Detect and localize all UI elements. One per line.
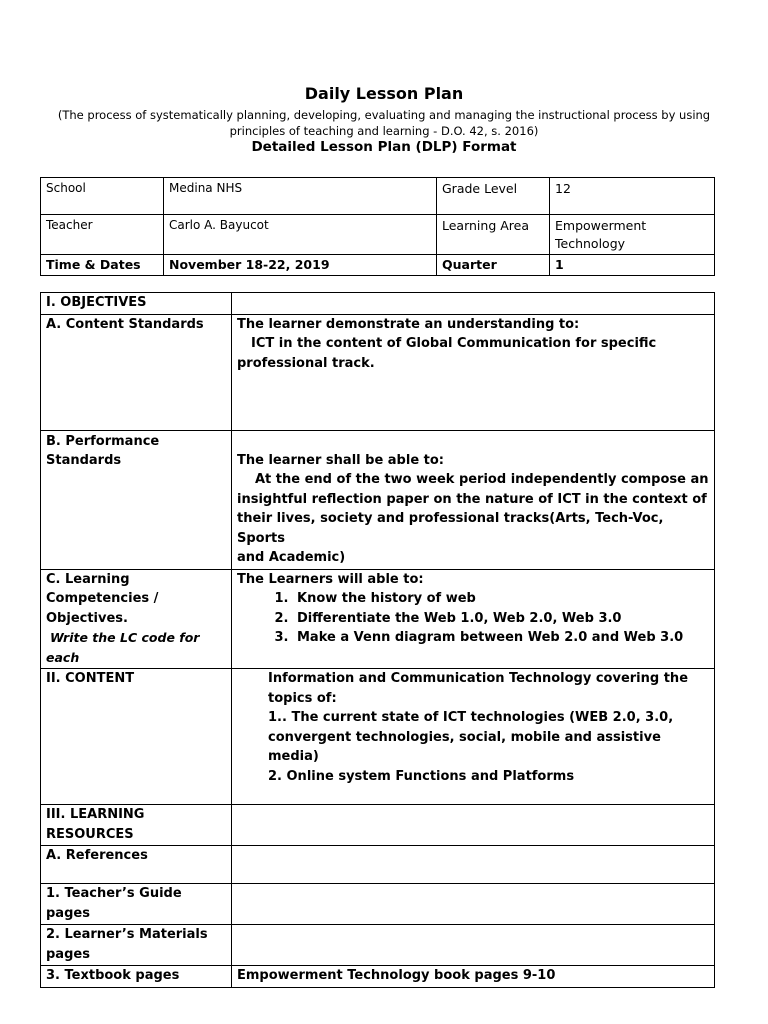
performance-standards-text	[232, 430, 715, 569]
area-value	[550, 215, 715, 255]
document-title: Daily Lesson Plan	[304, 84, 464, 103]
row-textbook	[41, 966, 715, 988]
performance-label-line-2: Standards	[46, 453, 122, 468]
competencies-label	[41, 569, 232, 669]
performance-line-3: insightful reflection paper on the nature of ICT in the context of	[237, 491, 707, 507]
teacher-value: Carlo A. Bayucot	[164, 215, 437, 255]
teachers-guide-cell	[232, 884, 715, 925]
row-learners-materials	[41, 925, 715, 966]
learners-materials-line-1: 2. Learner’s Materials	[46, 927, 208, 942]
area-value-line-1: Empowerment	[555, 218, 647, 233]
performance-line-2: At the end of the two week period independently compose an	[255, 472, 709, 487]
competencies-list	[237, 589, 709, 648]
content-line-3: 1.. The current state of ICT technologies (WEB 2.0, 3.0,	[268, 710, 674, 725]
competency-item: 3. Make a Venn diagram between Web 2.0 and Web 3.0	[293, 628, 709, 648]
grade-value: 12	[550, 178, 715, 215]
references-label: A. References	[41, 846, 232, 884]
subtitle-line-2: principles of teaching and learning - D.O. 42, s. 2016)	[229, 124, 539, 138]
objectives-heading: I. OBJECTIVES	[41, 293, 232, 315]
content-line-2: topics of:	[268, 690, 337, 706]
competencies-text	[232, 569, 715, 669]
performance-line-5: and Academic)	[237, 550, 346, 565]
content-standards-line-3: professional track.	[237, 355, 375, 371]
resources-line-1: III. LEARNING	[46, 807, 145, 822]
references-cell	[232, 846, 715, 884]
content-text	[232, 669, 715, 805]
row-competencies	[41, 569, 715, 669]
resources-line-2: RESOURCES	[46, 826, 134, 842]
performance-line-1: The learner shall be able to:	[237, 452, 445, 468]
info-row-time	[41, 255, 715, 276]
performance-label-line-1: B. Performance	[46, 433, 160, 449]
objectives-cell	[232, 293, 715, 315]
learning-resources-cell	[232, 805, 715, 846]
info-table	[40, 177, 715, 276]
subtitle-line-1: (The process of systematically planning, developing, evaluating and managing the instructional process by using	[57, 108, 711, 122]
competencies-label-line-1: C. Learning	[46, 571, 130, 587]
learners-materials-cell	[232, 925, 715, 966]
performance-standards-label	[41, 430, 232, 569]
school-label: School	[41, 178, 164, 215]
grade-label: Grade Level	[437, 178, 550, 215]
competencies-label-line-3: Objectives.	[46, 610, 128, 626]
row-references	[41, 846, 715, 884]
format-heading: Detailed Lesson Plan (DLP) Format	[251, 139, 517, 155]
row-performance-standards	[41, 430, 715, 569]
textbook-label: 3. Textbook pages	[41, 966, 232, 988]
learners-materials-line-2: pages	[46, 946, 90, 962]
content-standards-line-2: ICT in the content of Global Communication for specific	[251, 336, 657, 351]
learning-resources-heading	[41, 805, 232, 846]
info-row-teacher	[41, 215, 715, 255]
quarter-value: 1	[550, 255, 715, 276]
quarter-label: Quarter	[437, 255, 550, 276]
content-line-5: 2. Online system Functions and Platforms	[268, 768, 575, 784]
time-value: November 18-22, 2019	[164, 255, 437, 276]
textbook-value: Empowerment Technology book pages 9-10	[232, 966, 715, 988]
competency-item: 2. Differentiate the Web 1.0, Web 2.0, Web 3.0	[293, 609, 709, 629]
lc-code-note-line-2: each	[46, 649, 80, 665]
content-standards-label: A. Content Standards	[41, 314, 232, 430]
content-standards-text	[232, 314, 715, 430]
info-row-school	[41, 178, 715, 215]
content-line-4: convergent technologies, social, mobile and assistive media)	[268, 729, 661, 764]
area-label: Learning Area	[437, 215, 550, 255]
learners-materials-label	[41, 925, 232, 966]
competency-item: 1. Know the history of web	[293, 589, 709, 609]
row-content	[41, 669, 715, 805]
content-line-1: Information and Communication Technology covering the	[268, 671, 689, 686]
competencies-label-line-2: Competencies /	[46, 591, 159, 606]
content-standards-line-1: The learner demonstrate an understanding to:	[237, 316, 580, 332]
row-learning-resources	[41, 805, 715, 846]
lesson-plan-table	[40, 292, 715, 988]
row-teachers-guide	[41, 884, 715, 925]
teachers-guide-label: 1. Teacher’s Guide pages	[41, 884, 232, 925]
competencies-intro: The Learners will able to:	[237, 571, 424, 587]
row-objectives	[41, 293, 715, 315]
row-content-standards	[41, 314, 715, 430]
performance-line-4: their lives, society and professional tracks(Arts, Tech-Voc, Sports	[237, 511, 664, 546]
teacher-label: Teacher	[41, 215, 164, 255]
lc-code-note-line-1: Write the LC code for	[50, 630, 200, 645]
document-subtitle	[55, 107, 713, 139]
school-value: Medina NHS	[164, 178, 437, 215]
area-value-line-2: Technology	[555, 236, 626, 251]
time-label: Time & Dates	[41, 255, 164, 276]
content-label: II. CONTENT	[41, 669, 232, 805]
